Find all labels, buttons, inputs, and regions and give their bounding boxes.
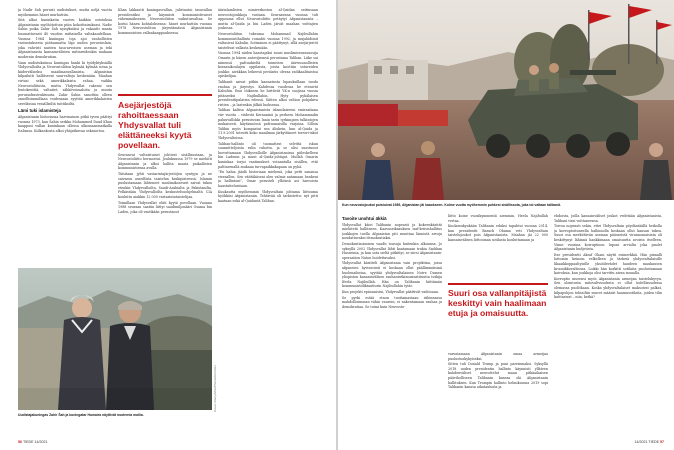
paragraph: varustamaan Afganistanin omaa armeijaa puolustuskykyiseksi. (448, 352, 548, 361)
left-column-3 (218, 8, 318, 428)
pull-quote-rule (448, 283, 548, 285)
subheading: Tavoite unohtui äkkiä (342, 216, 387, 221)
paragraph: Taliban kaltisa Afganistanista islamilaiseeni emiraatiana viiv vuotta – viidestä Kernaninä ja perheen Mohammadin paluuvallokki perustuvan lanin tarin tyrkimpien tulkintojen mukaisesti, käytännössä paštuunaisilla varjoina. Silloin Talibin myös kompastui sen äliskein, kun al-Qaida ja 11.9.2001 toteutti koko maailmaa järkyttäneet terrori-iskut Yhdysvaltoissa. (218, 108, 318, 141)
photo-credit: Kuvat: Alamy/MostPhotos/KUVAGJ (213, 365, 217, 412)
paragraph: Taliban-hallinto oli tuomattavi selvittä iskun suunnitteljoista eslin ruhotta, ja se olisi suostunut luovuttamaan Yhdysvalloille Afganistanissa piileskelleen bin Ladenin ja muut al-Qaida-johtajat. Mullah Omarin kuninkaa torjui vaatimukset votaantulla sisällen, että palttarenallä mukaan turvapaikkakapaan on pyhä. (218, 141, 318, 169)
issue-number: 14/2021 (34, 440, 48, 444)
paragraph: Kuolamukynkään Talibanin eduksi tapahtui vuonna 2014, kun presidentti Barack Obama veti Yhdysvaltain taistelujoukot pois Afganistanista. Maahan jäi 22 000 kansainvälisen liittouman sotilasta kouluttamaan ja (448, 224, 548, 242)
paragraph: Korruptio murensi myös Afganistanin armeijan taistelukyvyn. Sen olemtusta mitovaltvuudesta ei ollut todellisuudessa olemassa puolitkaan. Koska yhdysvaltalaiset maksoivat palkat, kilpapohjon tehtailtin suuret määrät haamusotilaita, joiden tilin kuittasivat – niin, ketkä? (554, 276, 662, 300)
paragraph: Afganistanin historiassa harvinainen pitkä tyven päättyi vuonna 1973, kun Šahin serkku Mohammed Daud Khan kaappasi vallan kuninkaan ollessa ulkomaanmatkalla Italiassa. Kolkankosta alkoi yhäjatkuvaa sekasortoa. (18, 115, 112, 133)
paragraph: Talibanit saivat pitkin kannatusta lupauksillaan tuoda rauhaa ja järjestys. Kahdessa vuodessa he etenivät Kabuliin. Ensi töikseen he hirttivät YK:n suojissa vuosia pitäneeksi Najibullahin. Hyty pyhälaisen presidenttipalatsin edessä. Siitten alkoi valtion pohjakiva ristien – ja lastenkin jälkiä luoksessa. (218, 79, 318, 107)
subheading: Lämi tuki islamisteja (18, 108, 61, 114)
magazine-name: TIEDE (648, 440, 659, 444)
photo-caption: Kun neuvostojoukot poistuivat 1989, Afganistan jäi kaaokseen. Kolme vuotta myöhemmin puhkesi sisällissota, joka toi valtaan talibanit. (342, 203, 562, 207)
paragraph: Demokratisoimisen vaadti tousuja kuitenkin alkuunsa. Jo syksyllä 2002 Yhdysvallat lähti kaatamaan trakia Saddam Husseinia, ja kun sota sieltä pitkittyi, se siirsi Afganistanin-operaation Naton hoidettavaksi. (342, 241, 442, 260)
issue-number: 14/2021 (634, 440, 648, 444)
paragraph: liitto koine vuosikymmentä aiemmin, Heela Najibullah vertaa. (448, 214, 548, 223)
paragraph: ”En halua jäädä historiaan miehenä, joka petti sanansa vieraallen. Sen väittäkäseni olen valmis antamaan henkeni ja hallintoni”, Omar perusteli ylbönsä asi harvoista haastatteluistaan. (218, 170, 318, 188)
paragraph: Kun projekti epäonnistui, Yhdysvallat päättivät vaihtoaan. (342, 289, 439, 294)
paragraph: Vuonna 1994 niiden haastajaksi nousi muslimiseurasuosija Omarin ja hänen antovijiemsä perustama Taliban. Liike sai nimensä paštuukieltä toimivien äärivuunollisten koraanikoulujen oppilaista, joista koottiin sotureiden joukko: aiväkkan leikeesä periäntis olevaa radikaalitaistoa opiskelijaa. (218, 51, 318, 79)
pull-quote: Asejärjestöjä rahoittaessaan Yhdysvallat tuli elättäneeksi kyytä povellaan. (118, 100, 192, 150)
paragraph: Vaan uudistuksiinsa kuningas hanki ki työdyktyksiällä Yhdysvalloilta ja Neuvostoliiton kylmää kylmää sotaa ja käderväliseksi maailmanvallanista. Afganistan kilpailutti hallitsevat suurvaltoja keskenään. Maahan virtasi sekä amerikkalaista rahaa, vaikka Neuvostoliitosta, mutta Yhdysvallat rakensi sen lentokenttiä, valtatiet, sähkövoimaloita ja muuta perusinfrastruktuuria. Zahir Šahin sanottiin olleen onnellisimmillaan voidessaan syyttää amerikkalaisten sevelässua vesiällisiltä tuittiksiltä. (18, 60, 112, 106)
soviet-withdrawal-photo (338, 0, 674, 200)
left-page (0, 0, 336, 450)
paragraph: Täisitaan jyhti vastarintajärjestöjen syntyyn ja ne saivaron asseillista taistelun keskipisteessä. Islamin puolustamaan lähteneet muslimikoseurit saivat tukea etenkin Yhdysvalloilta, Saudi-Arabialta ja Pakistanilta. Pelkästään Yhdysvalloilta keskustelusohjelmaltä CIA kouluttu aiakkin 12 000 vastarintataistelijaa. (118, 171, 212, 199)
paragraph: äärinlamlisten nimiverkoston al-Qaidan seitinsaan neuvostojoukkoja vastaan. Seuraavana vuonna tuli uppouma ellut Neuvostoliitto petäytyi Afganistanista – mutta al-Qaida ja bin Laden jäivät maahan voittajien joukossa. (218, 8, 318, 31)
king-queen-photo (18, 268, 212, 410)
paragraph: Sitten tuli Donald Trump ja pani paremmaksi. Syksyllä 2018 uuden presidentin hallinto käynnisti ylläteen kahdenväliset neuvottelut maan pitkäaikaisen pääviholliseen Talibanin kanssa ohi Afganistanin hallituksen. Kun Trumpin hallinto helmikuussa 2019 sopi Talibanin kanssa aikataulusta ja (448, 362, 548, 390)
paragraph: Sitä alkoi kuninkatin vuoteu kaikkia ostotoksia Afganistanin myöhötottoin piiin kokoittaisuksasi. Nadir Šahin poika Zahir Šah nyisyksiäisi ja vakautti maata huomattavasti 40 vuoden mittaisella valtakaudellaan. Vuonna 1964 kuningas toja ajoi vanhollisten vastustuksesta piittaamatta läpi uuden perustuslain, joka vahvisti naisten tasa-arvoisen aseman ja teki Afganistanista kansainvälisten mittareidenkin mukaan modernin demokratian. (18, 18, 112, 59)
right-footer (634, 440, 664, 444)
paragraph: Neuvostoliiton tukeuma Mohammad Najibullahin kommunistihallinto romahti vuonna 1992, ja mujahidiinit valtasivat Kabulin. Sotiminen ei päättynyt, sillä asejärjestöt taistelivat vallasta keskenään. (218, 31, 318, 50)
pull-quote-rule (118, 94, 212, 96)
page-number: 57 (660, 440, 664, 444)
paragraph: Seuraavat valtaistuiset johtivat sisällissotaan, ja Neuvostoliitto hermostui. Joulukuussa 1979 se miehitti Afganistanin ja alkoi hallita maata paikallisten kommunistiensa avulla. (118, 152, 212, 171)
right-column-2-top (448, 214, 548, 280)
right-column-2-bottom (448, 352, 548, 434)
left-footer (18, 440, 48, 444)
photo-caption: Uudistajakuningas Zahir Šah ja kuningatar Humaira näyttivät modernia mallia. (18, 413, 144, 417)
paragraph: Se pyrki estää etnon tuottamastaan rähinnassa mahdollisimman vähin vauroin, ei nakentamaan rauhaa ja demokratiaa. Se toimi kuin Neuvosto- (342, 295, 442, 309)
paragraph: ja Nadir Šah perusti uudistukset, mutta neljä vuotta myöhemmin hänet murhattiin. (18, 8, 112, 17)
right-page (338, 0, 674, 450)
paragraph: Toimillaan Yhdysvallat eläti kyytä povellaan. Vuonna 1988 seuraan saatiin liittyi saudimiljonääri Osama bin Laden, joka oli vastikään perustanut (118, 200, 212, 214)
paragraph: ehdoista, joilla kansainväliset joukot vedetään Afganistanista, Talibani tiesi voittaneensa. (554, 214, 662, 223)
paragraph: Yhdysvallat käivi Talibanin nopeasti ja kokeenkäsittä miehitetä hallitseen. Kaavaseiksauksen isaf-kriisishallitus joukkojen tuella Afganistan piti muuttaa lännistä arvoja noudattavaksi demokratiaksi. (342, 222, 442, 241)
right-column-3 (554, 214, 662, 434)
pull-quote: Suuri osa vallanpitäjistä keskittyi vain haalimaan etuja ja omaisuutta. (448, 288, 547, 318)
paragraph: Toivoa nopeasti sekin, ettei Yhdysvaltain pöydäntäällä heikolla ja korruptoituneella hallinnolla koskaan ollut kansan tukea. Suuri osa merkittävän aseman päässeistä virannomaisista oli keskittynyt lähinnä hankkimaan omaisuutta avoista itselleen. Viime vuosina korruptioon luponi arviolta joka paulet Afganistanin budjetista. (554, 224, 662, 252)
paragraph: Khan lakkautti kuningasvallan, julistautui tasavallan presidentiksi ja käynnisti kommunistivaiset vähemmäksesen Neuvostoliiton vaikutusvaltaa. Se koitui hänen kohtaloksensa: hänet murhattiin vuonna 1978 Neuvostoliton järjestämässä Afganistanin kommunistien vallankaappauksessa. (118, 8, 212, 35)
paragraph: Itse presidentti Akraf Ghani näytti esimerkkiä. Hän pinnalli lattomin keinoin velkelleen ja tärkeiä yhdysvaltalaisille likaaikkoppaaltyisille yksiöilevädet haudeen maukausen kroonikkovaltiossa. Liokki hän korkitti sotilaita puolustamaan kaivoksia, kun joukkoja olisi tarvittu aivan muualla. (554, 252, 662, 276)
paragraph: Kuukautta myöhemmin Yhdysvaltain johtama liittouma hyökkäsi Afganistaniin. Tehtävää oli tarkistettu: nyt pitti kaatuan sekä al-Qaidantä Taliban. (218, 189, 318, 203)
page-number: 56 (18, 440, 22, 444)
left-column-1 (18, 8, 112, 263)
magazine-name: TIEDE (22, 440, 34, 444)
paragraph: Yhdysvallat käsitteli Afganistania vain projektina, jossa afganeien hyvinvointi ei koskaan ollut päällimmäisinä huolenaiheina, syyttää yhdysvaltalainen Notre Damen yliopiston kansainvälisen rauhantutkimusinstituutin tutkija Ifeela Najibullah. Hän on Talibanin hiittämän kommunistidiktaattorin Najibullahin tytär. (342, 261, 442, 289)
right-column-1 (342, 214, 442, 434)
